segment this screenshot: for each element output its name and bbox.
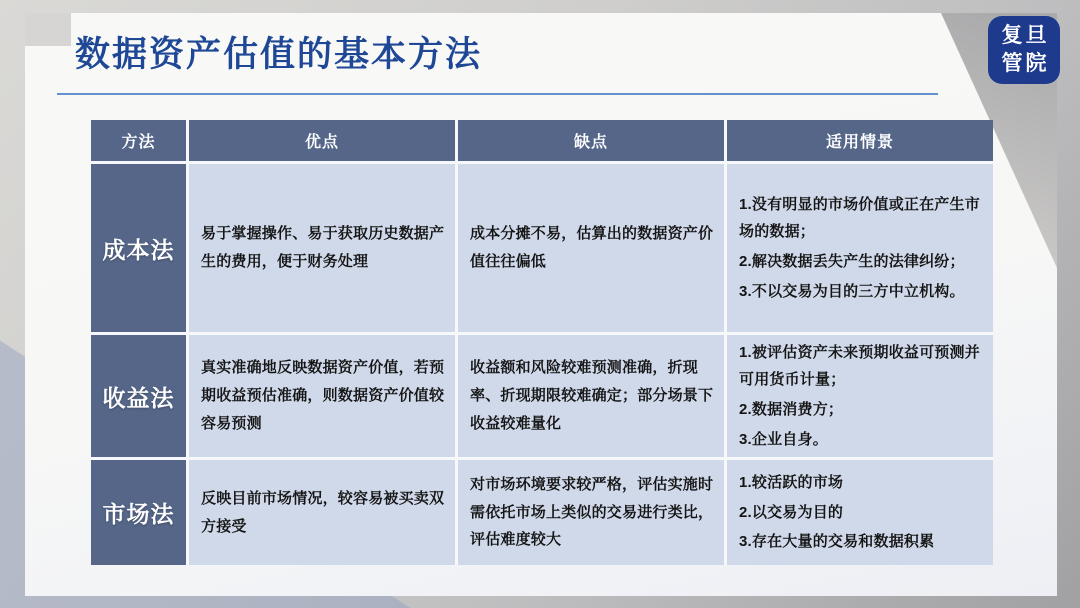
scenario-item: 3.存在大量的交易和数据积累 — [739, 533, 935, 551]
fudan-school-logo — [988, 16, 1060, 84]
header-cell-method: 方法 — [91, 120, 186, 161]
cons-cell-income — [458, 335, 724, 457]
scenario-item: 3.不以交易为目的三方中立机构。 — [739, 282, 965, 300]
scenario-item: 1.较活跃的市场 — [739, 473, 844, 491]
cons-cell-market — [458, 460, 724, 565]
title-underline — [57, 93, 938, 95]
scenario-item: 2.以交易为目的 — [739, 503, 844, 521]
slide-canvas — [25, 13, 1057, 596]
valuation-methods-table — [91, 120, 993, 565]
scenario-item: 2.解决数据丢失产生的法律纠纷； — [739, 253, 965, 270]
scenarios-cell-market — [727, 460, 993, 565]
pros-text: 真实准确地反映数据资产价值，若预期收益预估准确，则数据资产价值较容易预测 — [201, 359, 445, 432]
scenario-item: 1.没有明显的市场价值或正在产生市场的数据； — [739, 195, 980, 241]
pros-cell-cost — [189, 164, 455, 332]
header-cell-pros: 优点 — [189, 120, 455, 161]
scenarios-cell-income — [727, 335, 993, 457]
header-cell-scenarios: 适用情景 — [727, 120, 993, 161]
slide-title: 数据资产估值的基本方法 — [75, 35, 483, 74]
pros-text: 易于掌握操作、易于获取历史数据产生的费用，便于财务处理 — [201, 225, 445, 270]
logo-text-line1: 复旦 — [1001, 24, 1050, 48]
cons-text: 成本分摊不易，估算出的数据资产价值往往偏低 — [470, 225, 714, 270]
cons-text: 收益额和风险较难预测准确，折现率、折现期限较难确定；部分场景下收益较难量化 — [470, 359, 714, 432]
scenario-item: 1.被评估资产未来预期收益可预测并可用货币计量； — [739, 343, 980, 389]
scenarios-cell-cost — [727, 164, 993, 332]
header-cell-cons: 缺点 — [458, 120, 724, 161]
corner-decoration-top-left — [25, 13, 71, 46]
pros-text: 反映目前市场情况，较容易被买卖双方接受 — [201, 489, 445, 535]
cons-text: 对市场环境要求较严格，评估实施时需依托市场上类似的交易进行类比，评估难度较大 — [470, 475, 714, 549]
method-cell-income: 收益法 — [91, 335, 186, 457]
pros-cell-income — [189, 335, 455, 457]
method-cell-market: 市场法 — [91, 460, 186, 565]
scenario-item: 3.企业自身。 — [739, 430, 828, 448]
method-cell-cost: 成本法 — [91, 164, 186, 332]
cons-cell-cost — [458, 164, 724, 332]
scenario-item: 2.数据消费方； — [739, 401, 844, 418]
logo-text-line2: 管院 — [1001, 52, 1050, 75]
pros-cell-market — [189, 460, 455, 565]
